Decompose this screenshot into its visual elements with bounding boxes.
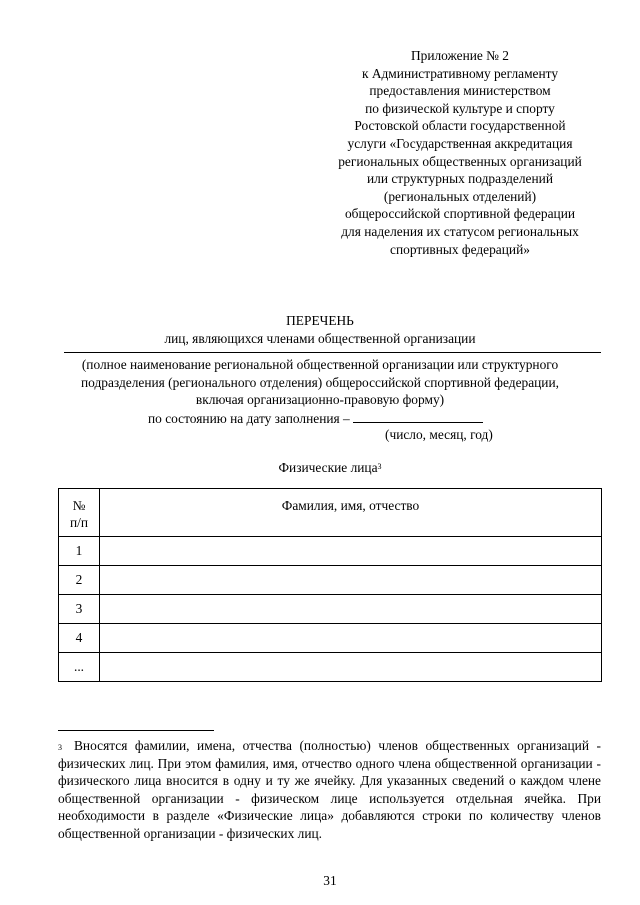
appendix-line: или структурных подразделений <box>367 171 553 187</box>
appendix-line: Ростовской области государственной <box>354 118 566 134</box>
row-number: ... <box>59 653 100 682</box>
date-format-hint: (число, месяц, год) <box>385 427 493 442</box>
hint-line: включая организационно-правовую форму) <box>195 392 445 408</box>
as-of-label: по состоянию на дату заполнения – <box>148 411 350 426</box>
document-subtitle: лиц, являющихся членами общественной организации <box>164 331 476 346</box>
date-blank-field <box>353 410 483 423</box>
row-full-name-cell <box>100 624 602 653</box>
hint-line: подразделения (регионального отделения) общероссийской спортивной федерации, <box>80 374 559 390</box>
members-table <box>58 488 602 682</box>
footnote-marker: 3 <box>58 743 62 752</box>
row-number: 1 <box>59 537 100 566</box>
footnote-text: Вносятся фамилии, имена, отчества (полностью) членов общественных организаций - физических лиц. При этом фамилия, имя, отчество одного члена общественной организации - физического лица вносится в одну и ту же ячейку. Для указанных сведений о каждом члене общественной организации - физическом лице используется отдельная ячейка. При необходимости в разделе «Физические лица» добавляются строки по количеству членов общественной организации - физических лиц. <box>58 738 601 841</box>
column-header-full-name: Фамилия, имя, отчество <box>100 489 602 537</box>
section-title <box>0 459 640 476</box>
appendix-header <box>300 47 620 258</box>
row-full-name-cell <box>100 537 602 566</box>
appendix-line: Приложение № 2 <box>410 48 510 63</box>
as-of-date-line <box>148 410 483 427</box>
appendix-line: общероссийской спортивной федерации <box>344 206 576 222</box>
organization-name-hint <box>40 356 600 409</box>
footnote-separator <box>58 730 214 731</box>
footnote-reference: 3 <box>377 462 382 471</box>
appendix-line: предоставления министерством <box>369 83 551 99</box>
page-number: 31 <box>323 873 337 888</box>
row-number: 4 <box>59 624 100 653</box>
appendix-line: к Административному регламенту <box>361 65 559 81</box>
table-row <box>59 653 602 682</box>
hint-line: (полное наименование региональной общественной организации или структурного <box>81 357 559 372</box>
appendix-line: для наделения их статусом региональных <box>341 223 579 239</box>
table-row <box>59 537 602 566</box>
appendix-line: по физической культуре и спорту <box>365 100 555 116</box>
row-full-name-cell <box>100 566 602 595</box>
table-row <box>59 624 602 653</box>
footnote <box>58 737 601 843</box>
appendix-line: (региональных отделений) <box>383 188 537 204</box>
document-title: ПЕРЕЧЕНЬ <box>286 313 354 328</box>
row-full-name-cell <box>100 595 602 624</box>
column-header-number: № п/п <box>59 489 100 537</box>
row-full-name-cell <box>100 653 602 682</box>
table-row <box>59 595 602 624</box>
appendix-line: спортивных федераций» <box>390 241 530 257</box>
organization-name-blank-line <box>64 352 601 353</box>
section-title-text: Физические лица <box>278 460 378 475</box>
appendix-line: услуги «Государственная аккредитация <box>347 135 573 151</box>
row-number: 3 <box>59 595 100 624</box>
row-number: 2 <box>59 566 100 595</box>
appendix-line: региональных общественных организаций <box>338 153 582 169</box>
table-header-row <box>59 489 602 537</box>
table-row <box>59 566 602 595</box>
